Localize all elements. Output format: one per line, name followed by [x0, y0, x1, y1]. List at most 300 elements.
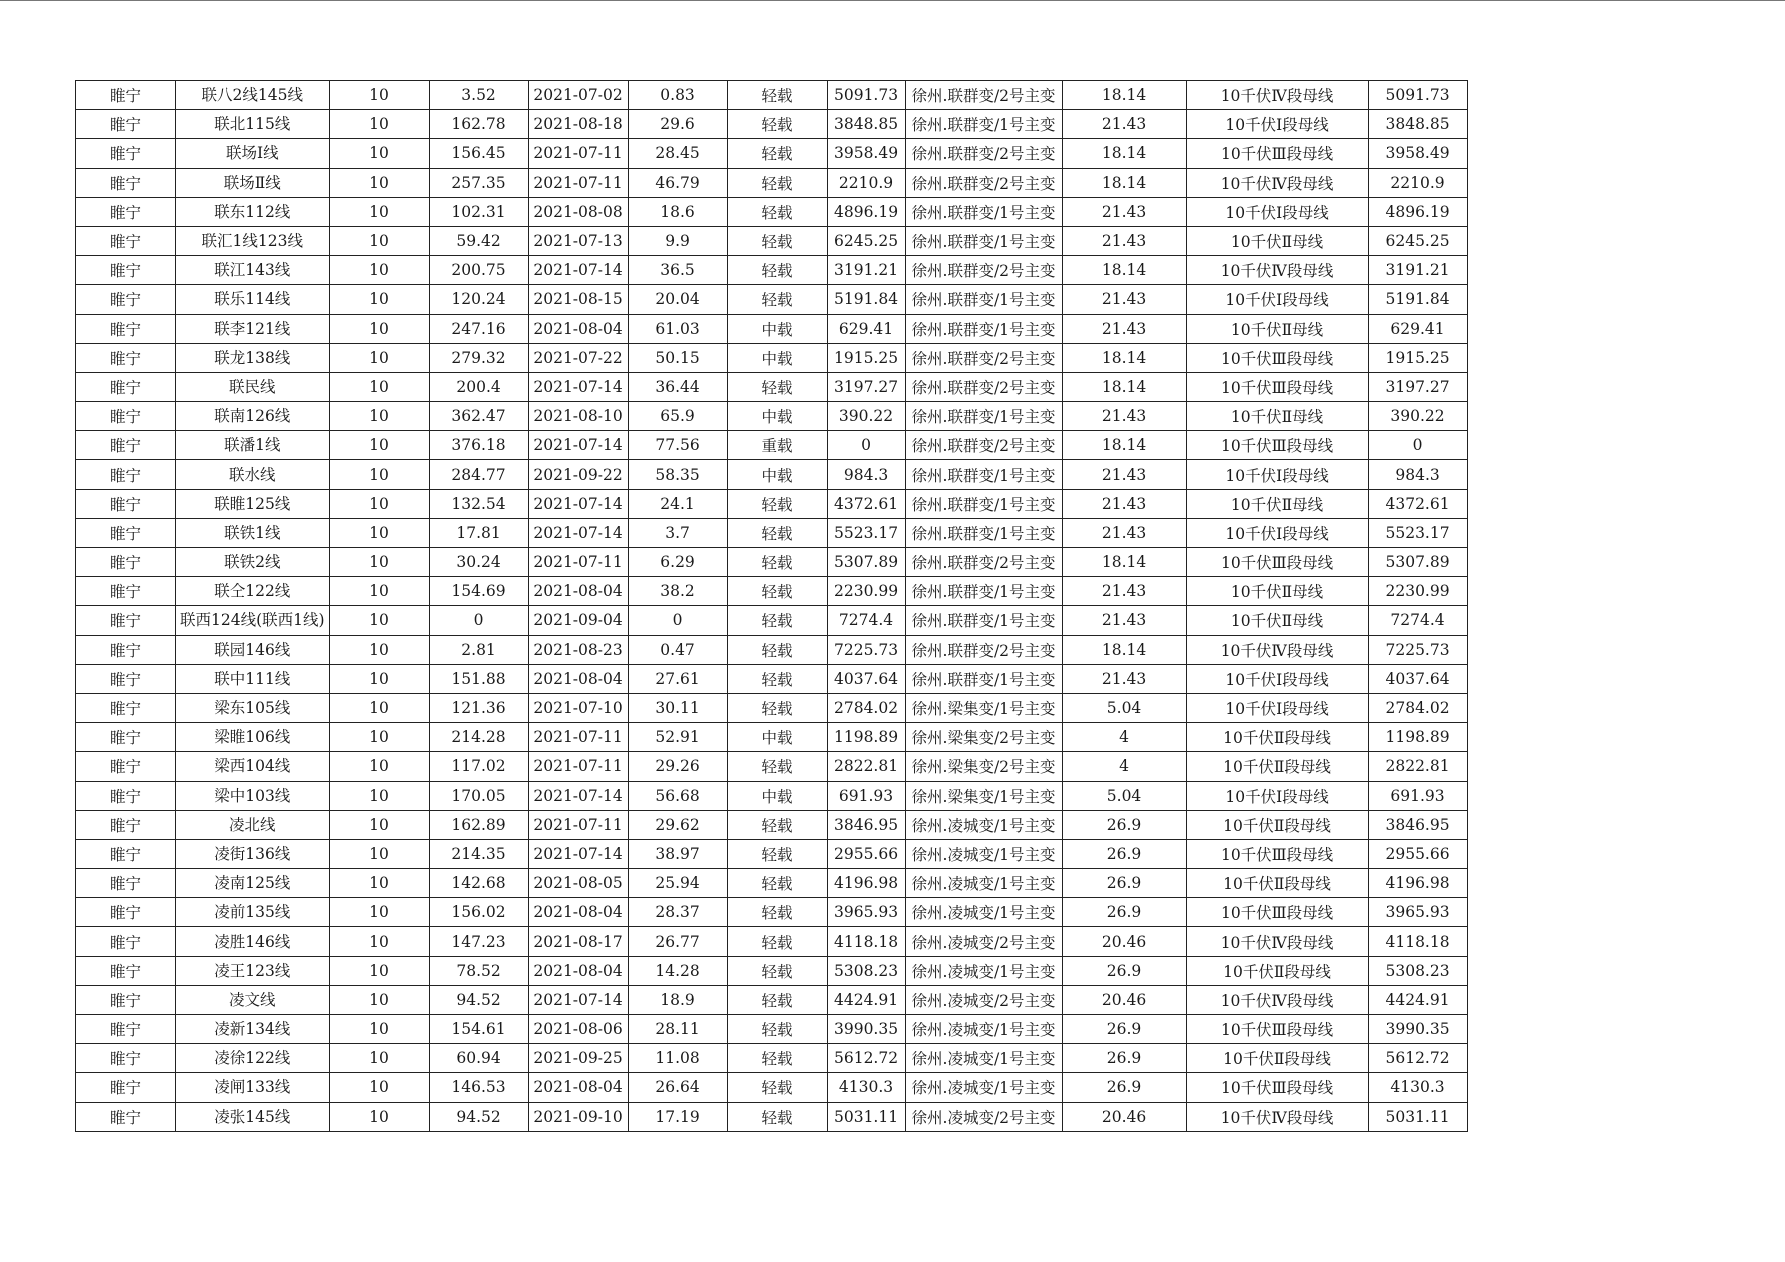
- voltage-cell: 10: [329, 927, 429, 956]
- line-name-cell: 联园146线: [176, 635, 330, 664]
- load-status-cell: 轻载: [727, 1044, 827, 1073]
- line-name-cell: 梁中103线: [176, 781, 330, 810]
- load-rate-cell: 29.26: [628, 752, 727, 781]
- load-status-cell: 轻载: [727, 664, 827, 693]
- line-name-cell: 联潘1线: [176, 431, 330, 460]
- line-name-cell: 联龙138线: [176, 343, 330, 372]
- voltage-cell: 10: [329, 985, 429, 1014]
- county-cell: 睢宁: [76, 1015, 176, 1044]
- voltage-cell: 10: [329, 839, 429, 868]
- transformer-value-cell: 21.43: [1062, 285, 1186, 314]
- load-cell: 30.24: [429, 548, 528, 577]
- load-cell: 257.35: [429, 168, 528, 197]
- load-status-cell: 中载: [727, 460, 827, 489]
- table-row: [76, 431, 1468, 460]
- load-rate-cell: 36.44: [628, 372, 727, 401]
- capacity-cell: 2230.99: [1368, 577, 1467, 606]
- date-cell: 2021-08-17: [528, 927, 628, 956]
- voltage-cell: 10: [329, 1073, 429, 1102]
- table-row: [76, 606, 1468, 635]
- load-cell: 146.53: [429, 1073, 528, 1102]
- transformer-value-cell: 20.46: [1062, 1102, 1186, 1131]
- load-rate-cell: 36.5: [628, 256, 727, 285]
- voltage-cell: 10: [329, 1015, 429, 1044]
- substation-cell: 徐州.梁集变/2号主变: [905, 752, 1062, 781]
- date-cell: 2021-08-04: [528, 956, 628, 985]
- busbar-cell: 10千伏Ⅱ母线: [1186, 226, 1368, 255]
- table-row: [76, 810, 1468, 839]
- substation-cell: 徐州.联群变/2号主变: [905, 548, 1062, 577]
- substation-cell: 徐州.联群变/1号主变: [905, 314, 1062, 343]
- table-row: [76, 839, 1468, 868]
- table-body: [76, 81, 1468, 1132]
- line-name-cell: 梁睢106线: [176, 723, 330, 752]
- capacity-cell: 1198.89: [1368, 723, 1467, 752]
- busbar-cell: 10千伏Ⅰ段母线: [1186, 781, 1368, 810]
- load-cell: 156.45: [429, 139, 528, 168]
- table-row: [76, 81, 1468, 110]
- busbar-cell: 10千伏Ⅳ段母线: [1186, 256, 1368, 285]
- substation-cell: 徐州.凌城变/1号主变: [905, 839, 1062, 868]
- busbar-cell: 10千伏Ⅱ母线: [1186, 577, 1368, 606]
- line-name-cell: 联江143线: [176, 256, 330, 285]
- load-status-cell: 中载: [727, 343, 827, 372]
- load-cell: 362.47: [429, 402, 528, 431]
- county-cell: 睢宁: [76, 402, 176, 431]
- date-cell: 2021-07-14: [528, 518, 628, 547]
- substation-cell: 徐州.联群变/2号主变: [905, 372, 1062, 401]
- remaining-capacity-cell: 6245.25: [827, 226, 905, 255]
- remaining-capacity-cell: 5308.23: [827, 956, 905, 985]
- capacity-cell: 2210.9: [1368, 168, 1467, 197]
- date-cell: 2021-07-02: [528, 81, 628, 110]
- county-cell: 睢宁: [76, 168, 176, 197]
- remaining-capacity-cell: 7225.73: [827, 635, 905, 664]
- remaining-capacity-cell: 3197.27: [827, 372, 905, 401]
- date-cell: 2021-07-14: [528, 489, 628, 518]
- substation-cell: 徐州.凌城变/2号主变: [905, 1102, 1062, 1131]
- transformer-value-cell: 18.14: [1062, 548, 1186, 577]
- voltage-cell: 10: [329, 402, 429, 431]
- substation-cell: 徐州.联群变/2号主变: [905, 81, 1062, 110]
- load-rate-cell: 56.68: [628, 781, 727, 810]
- substation-cell: 徐州.联群变/2号主变: [905, 256, 1062, 285]
- substation-cell: 徐州.凌城变/2号主变: [905, 985, 1062, 1014]
- line-name-cell: 联中111线: [176, 664, 330, 693]
- line-name-cell: 联水线: [176, 460, 330, 489]
- date-cell: 2021-08-04: [528, 664, 628, 693]
- county-cell: 睢宁: [76, 752, 176, 781]
- voltage-cell: 10: [329, 197, 429, 226]
- load-cell: 170.05: [429, 781, 528, 810]
- county-cell: 睢宁: [76, 810, 176, 839]
- capacity-cell: 2822.81: [1368, 752, 1467, 781]
- load-status-cell: 轻载: [727, 256, 827, 285]
- substation-cell: 徐州.联群变/1号主变: [905, 489, 1062, 518]
- substation-cell: 徐州.联群变/2号主变: [905, 431, 1062, 460]
- transformer-value-cell: 26.9: [1062, 956, 1186, 985]
- substation-cell: 徐州.联群变/2号主变: [905, 168, 1062, 197]
- date-cell: 2021-07-14: [528, 839, 628, 868]
- busbar-cell: 10千伏Ⅲ段母线: [1186, 839, 1368, 868]
- load-cell: 121.36: [429, 693, 528, 722]
- load-cell: 279.32: [429, 343, 528, 372]
- county-cell: 睢宁: [76, 197, 176, 226]
- capacity-cell: 1915.25: [1368, 343, 1467, 372]
- county-cell: 睢宁: [76, 343, 176, 372]
- load-status-cell: 轻载: [727, 956, 827, 985]
- date-cell: 2021-07-13: [528, 226, 628, 255]
- load-cell: 94.52: [429, 985, 528, 1014]
- date-cell: 2021-07-14: [528, 985, 628, 1014]
- remaining-capacity-cell: 4424.91: [827, 985, 905, 1014]
- county-cell: 睢宁: [76, 460, 176, 489]
- voltage-cell: 10: [329, 723, 429, 752]
- load-cell: 284.77: [429, 460, 528, 489]
- voltage-cell: 10: [329, 314, 429, 343]
- substation-cell: 徐州.凌城变/1号主变: [905, 869, 1062, 898]
- load-rate-cell: 0.47: [628, 635, 727, 664]
- load-cell: 120.24: [429, 285, 528, 314]
- table-row: [76, 635, 1468, 664]
- table-row: [76, 1073, 1468, 1102]
- voltage-cell: 10: [329, 372, 429, 401]
- remaining-capacity-cell: 3191.21: [827, 256, 905, 285]
- busbar-cell: 10千伏Ⅳ段母线: [1186, 985, 1368, 1014]
- line-name-cell: 凌南125线: [176, 869, 330, 898]
- remaining-capacity-cell: 7274.4: [827, 606, 905, 635]
- busbar-cell: 10千伏Ⅱ母线: [1186, 489, 1368, 518]
- county-cell: 睢宁: [76, 898, 176, 927]
- capacity-cell: 5091.73: [1368, 81, 1467, 110]
- capacity-cell: 4896.19: [1368, 197, 1467, 226]
- load-rate-cell: 77.56: [628, 431, 727, 460]
- load-rate-cell: 9.9: [628, 226, 727, 255]
- transformer-value-cell: 21.43: [1062, 664, 1186, 693]
- transformer-value-cell: 26.9: [1062, 810, 1186, 839]
- load-status-cell: 轻载: [727, 285, 827, 314]
- busbar-cell: 10千伏Ⅳ段母线: [1186, 927, 1368, 956]
- load-status-cell: 中载: [727, 723, 827, 752]
- load-status-cell: 轻载: [727, 1102, 827, 1131]
- voltage-cell: 10: [329, 460, 429, 489]
- load-rate-cell: 58.35: [628, 460, 727, 489]
- load-rate-cell: 27.61: [628, 664, 727, 693]
- transformer-value-cell: 4: [1062, 752, 1186, 781]
- load-rate-cell: 38.2: [628, 577, 727, 606]
- load-status-cell: 轻载: [727, 869, 827, 898]
- date-cell: 2021-07-11: [528, 810, 628, 839]
- load-status-cell: 中载: [727, 314, 827, 343]
- date-cell: 2021-07-14: [528, 781, 628, 810]
- load-status-cell: 轻载: [727, 110, 827, 139]
- transformer-value-cell: 26.9: [1062, 839, 1186, 868]
- line-name-cell: 凌徐122线: [176, 1044, 330, 1073]
- line-name-cell: 梁东105线: [176, 693, 330, 722]
- substation-cell: 徐州.联群变/1号主变: [905, 577, 1062, 606]
- table-row: [76, 752, 1468, 781]
- remaining-capacity-cell: 0: [827, 431, 905, 460]
- substation-cell: 徐州.梁集变/2号主变: [905, 723, 1062, 752]
- date-cell: 2021-09-04: [528, 606, 628, 635]
- load-rate-cell: 26.77: [628, 927, 727, 956]
- busbar-cell: 10千伏Ⅲ段母线: [1186, 1073, 1368, 1102]
- county-cell: 睢宁: [76, 256, 176, 285]
- load-cell: 376.18: [429, 431, 528, 460]
- load-status-cell: 轻载: [727, 927, 827, 956]
- load-status-cell: 轻载: [727, 518, 827, 547]
- line-name-cell: 联民线: [176, 372, 330, 401]
- county-cell: 睢宁: [76, 723, 176, 752]
- voltage-cell: 10: [329, 548, 429, 577]
- date-cell: 2021-07-14: [528, 372, 628, 401]
- transformer-value-cell: 21.43: [1062, 110, 1186, 139]
- load-rate-cell: 52.91: [628, 723, 727, 752]
- county-cell: 睢宁: [76, 431, 176, 460]
- load-rate-cell: 28.11: [628, 1015, 727, 1044]
- county-cell: 睢宁: [76, 693, 176, 722]
- busbar-cell: 10千伏Ⅰ段母线: [1186, 460, 1368, 489]
- load-cell: 200.75: [429, 256, 528, 285]
- load-cell: 60.94: [429, 1044, 528, 1073]
- load-status-cell: 轻载: [727, 1015, 827, 1044]
- substation-cell: 徐州.联群变/1号主变: [905, 285, 1062, 314]
- busbar-cell: 10千伏Ⅲ段母线: [1186, 139, 1368, 168]
- county-cell: 睢宁: [76, 839, 176, 868]
- transformer-value-cell: 18.14: [1062, 343, 1186, 372]
- date-cell: 2021-07-11: [528, 548, 628, 577]
- voltage-cell: 10: [329, 869, 429, 898]
- date-cell: 2021-09-22: [528, 460, 628, 489]
- transformer-value-cell: 26.9: [1062, 869, 1186, 898]
- remaining-capacity-cell: 5612.72: [827, 1044, 905, 1073]
- line-name-cell: 凌文线: [176, 985, 330, 1014]
- busbar-cell: 10千伏Ⅲ段母线: [1186, 548, 1368, 577]
- table-row: [76, 869, 1468, 898]
- voltage-cell: 10: [329, 285, 429, 314]
- county-cell: 睢宁: [76, 1044, 176, 1073]
- load-status-cell: 轻载: [727, 839, 827, 868]
- load-rate-cell: 6.29: [628, 548, 727, 577]
- capacity-cell: 0: [1368, 431, 1467, 460]
- voltage-cell: 10: [329, 226, 429, 255]
- busbar-cell: 10千伏Ⅱ段母线: [1186, 723, 1368, 752]
- busbar-cell: 10千伏Ⅱ母线: [1186, 314, 1368, 343]
- county-cell: 睢宁: [76, 226, 176, 255]
- transformer-value-cell: 21.43: [1062, 197, 1186, 226]
- date-cell: 2021-07-10: [528, 693, 628, 722]
- load-status-cell: 轻载: [727, 752, 827, 781]
- busbar-cell: 10千伏Ⅳ段母线: [1186, 1102, 1368, 1131]
- table-row: [76, 1102, 1468, 1131]
- line-name-cell: 联睢125线: [176, 489, 330, 518]
- date-cell: 2021-08-05: [528, 869, 628, 898]
- load-cell: 17.81: [429, 518, 528, 547]
- busbar-cell: 10千伏Ⅰ段母线: [1186, 285, 1368, 314]
- table-row: [76, 139, 1468, 168]
- date-cell: 2021-08-06: [528, 1015, 628, 1044]
- table-row: [76, 664, 1468, 693]
- substation-cell: 徐州.梁集变/1号主变: [905, 693, 1062, 722]
- remaining-capacity-cell: 984.3: [827, 460, 905, 489]
- remaining-capacity-cell: 4118.18: [827, 927, 905, 956]
- load-rate-cell: 17.19: [628, 1102, 727, 1131]
- transformer-value-cell: 18.14: [1062, 139, 1186, 168]
- transformer-value-cell: 18.14: [1062, 372, 1186, 401]
- capacity-cell: 5031.11: [1368, 1102, 1467, 1131]
- load-rate-cell: 38.97: [628, 839, 727, 868]
- load-rate-cell: 20.04: [628, 285, 727, 314]
- date-cell: 2021-09-25: [528, 1044, 628, 1073]
- transformer-value-cell: 20.46: [1062, 985, 1186, 1014]
- load-cell: 78.52: [429, 956, 528, 985]
- voltage-cell: 10: [329, 693, 429, 722]
- table-row: [76, 693, 1468, 722]
- capacity-cell: 3958.49: [1368, 139, 1467, 168]
- load-cell: 154.69: [429, 577, 528, 606]
- busbar-cell: 10千伏Ⅲ段母线: [1186, 1015, 1368, 1044]
- voltage-cell: 10: [329, 518, 429, 547]
- remaining-capacity-cell: 390.22: [827, 402, 905, 431]
- transformer-value-cell: 21.43: [1062, 489, 1186, 518]
- transformer-value-cell: 21.43: [1062, 606, 1186, 635]
- voltage-cell: 10: [329, 810, 429, 839]
- transformer-value-cell: 18.14: [1062, 81, 1186, 110]
- load-status-cell: 轻载: [727, 577, 827, 606]
- load-cell: 162.78: [429, 110, 528, 139]
- table-row: [76, 1015, 1468, 1044]
- load-cell: 132.54: [429, 489, 528, 518]
- table-row: [76, 256, 1468, 285]
- remaining-capacity-cell: 5091.73: [827, 81, 905, 110]
- table-row: [76, 577, 1468, 606]
- capacity-cell: 691.93: [1368, 781, 1467, 810]
- county-cell: 睢宁: [76, 635, 176, 664]
- remaining-capacity-cell: 1915.25: [827, 343, 905, 372]
- load-rate-cell: 65.9: [628, 402, 727, 431]
- capacity-cell: 6245.25: [1368, 226, 1467, 255]
- remaining-capacity-cell: 5031.11: [827, 1102, 905, 1131]
- load-cell: 214.35: [429, 839, 528, 868]
- county-cell: 睢宁: [76, 372, 176, 401]
- load-rate-cell: 0: [628, 606, 727, 635]
- load-cell: 162.89: [429, 810, 528, 839]
- busbar-cell: 10千伏Ⅱ母线: [1186, 606, 1368, 635]
- load-cell: 154.61: [429, 1015, 528, 1044]
- load-cell: 156.02: [429, 898, 528, 927]
- transformer-value-cell: 4: [1062, 723, 1186, 752]
- county-cell: 睢宁: [76, 489, 176, 518]
- capacity-cell: 7225.73: [1368, 635, 1467, 664]
- substation-cell: 徐州.凌城变/1号主变: [905, 1044, 1062, 1073]
- county-cell: 睢宁: [76, 985, 176, 1014]
- load-rate-cell: 30.11: [628, 693, 727, 722]
- line-name-cell: 联铁2线: [176, 548, 330, 577]
- line-name-cell: 联场Ⅰ线: [176, 139, 330, 168]
- voltage-cell: 10: [329, 577, 429, 606]
- date-cell: 2021-08-10: [528, 402, 628, 431]
- load-cell: 142.68: [429, 869, 528, 898]
- load-cell: 0: [429, 606, 528, 635]
- substation-cell: 徐州.联群变/1号主变: [905, 110, 1062, 139]
- load-status-cell: 轻载: [727, 548, 827, 577]
- busbar-cell: 10千伏Ⅲ段母线: [1186, 372, 1368, 401]
- transformer-value-cell: 21.43: [1062, 518, 1186, 547]
- capacity-cell: 2955.66: [1368, 839, 1467, 868]
- load-cell: 151.88: [429, 664, 528, 693]
- remaining-capacity-cell: 4037.64: [827, 664, 905, 693]
- substation-cell: 徐州.联群变/2号主变: [905, 635, 1062, 664]
- county-cell: 睢宁: [76, 606, 176, 635]
- transformer-value-cell: 21.43: [1062, 314, 1186, 343]
- voltage-cell: 10: [329, 110, 429, 139]
- table-row: [76, 314, 1468, 343]
- capacity-cell: 2784.02: [1368, 693, 1467, 722]
- voltage-cell: 10: [329, 898, 429, 927]
- load-status-cell: 轻载: [727, 197, 827, 226]
- load-rate-cell: 18.6: [628, 197, 727, 226]
- county-cell: 睢宁: [76, 548, 176, 577]
- line-name-cell: 联北115线: [176, 110, 330, 139]
- substation-cell: 徐州.联群变/1号主变: [905, 402, 1062, 431]
- load-status-cell: 轻载: [727, 168, 827, 197]
- remaining-capacity-cell: 4130.3: [827, 1073, 905, 1102]
- date-cell: 2021-08-08: [528, 197, 628, 226]
- remaining-capacity-cell: 3965.93: [827, 898, 905, 927]
- capacity-cell: 3191.21: [1368, 256, 1467, 285]
- line-name-cell: 联铁1线: [176, 518, 330, 547]
- capacity-cell: 4196.98: [1368, 869, 1467, 898]
- date-cell: 2021-08-18: [528, 110, 628, 139]
- load-rate-cell: 3.7: [628, 518, 727, 547]
- busbar-cell: 10千伏Ⅰ段母线: [1186, 110, 1368, 139]
- voltage-cell: 10: [329, 431, 429, 460]
- remaining-capacity-cell: 2210.9: [827, 168, 905, 197]
- county-cell: 睢宁: [76, 577, 176, 606]
- table-row: [76, 723, 1468, 752]
- transformer-value-cell: 21.43: [1062, 226, 1186, 255]
- table-row: [76, 285, 1468, 314]
- load-rate-cell: 11.08: [628, 1044, 727, 1073]
- load-rate-cell: 25.94: [628, 869, 727, 898]
- load-rate-cell: 0.83: [628, 81, 727, 110]
- voltage-cell: 10: [329, 635, 429, 664]
- county-cell: 睢宁: [76, 664, 176, 693]
- remaining-capacity-cell: 3846.95: [827, 810, 905, 839]
- voltage-cell: 10: [329, 343, 429, 372]
- voltage-cell: 10: [329, 1102, 429, 1131]
- line-name-cell: 梁西104线: [176, 752, 330, 781]
- transformer-value-cell: 18.14: [1062, 168, 1186, 197]
- remaining-capacity-cell: 5307.89: [827, 548, 905, 577]
- load-rate-cell: 46.79: [628, 168, 727, 197]
- busbar-cell: 10千伏Ⅱ母线: [1186, 402, 1368, 431]
- date-cell: 2021-07-14: [528, 431, 628, 460]
- date-cell: 2021-08-04: [528, 314, 628, 343]
- line-name-cell: 联南126线: [176, 402, 330, 431]
- busbar-cell: 10千伏Ⅲ段母线: [1186, 898, 1368, 927]
- remaining-capacity-cell: 2955.66: [827, 839, 905, 868]
- capacity-cell: 3848.85: [1368, 110, 1467, 139]
- transformer-value-cell: 26.9: [1062, 1073, 1186, 1102]
- voltage-cell: 10: [329, 606, 429, 635]
- date-cell: 2021-07-22: [528, 343, 628, 372]
- voltage-cell: 10: [329, 256, 429, 285]
- line-name-cell: 凌张145线: [176, 1102, 330, 1131]
- transformer-value-cell: 26.9: [1062, 1015, 1186, 1044]
- transformer-value-cell: 5.04: [1062, 693, 1186, 722]
- date-cell: 2021-08-04: [528, 577, 628, 606]
